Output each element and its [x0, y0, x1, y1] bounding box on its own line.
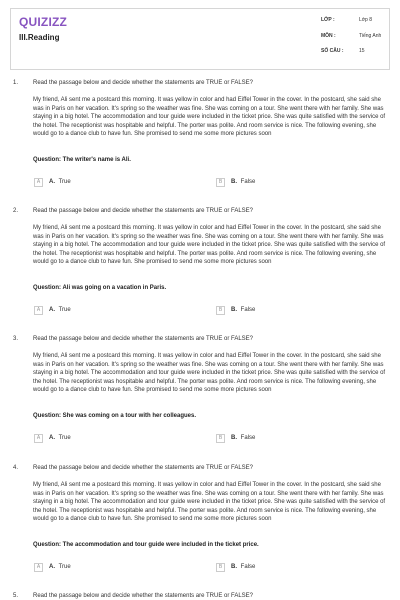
question-stem: Question: The accommodation and tour guide were included in the ticket price. — [33, 542, 259, 548]
question-prompt: Read the passage below and decide whether the statements are TRUE or FALSE? — [33, 593, 254, 599]
meta-label: MÔN : — [321, 33, 336, 39]
option-b[interactable] — [216, 305, 255, 315]
question-stem: Question: Ali was going on a vacation in Paris. — [33, 285, 167, 291]
meta-label: LỚP : — [321, 17, 335, 23]
meta-value: Lớp 8 — [359, 17, 373, 23]
reading-passage: My friend, Ali sent me a postcard this morning. It was yellow in color and had Eiffel Tower in the cover. In the postcard, she said she was in Paris on her vacation. It's spring so the weather was fine. She was coming on a tour. She went there with her family. She was staying in a big hotel. The accommodation and tour guide were included in the ticket price. She was quite satisfied with the service of the hotel. The receptionist was hospitable and helpful. The porter was polite. And room service is nice. The following evening, she would go to a dance club to have fun. She promised to send me some more pictures soon — [33, 225, 386, 266]
option-box[interactable]: A — [34, 563, 43, 572]
option-box[interactable]: B — [216, 434, 225, 443]
option-box[interactable]: B — [216, 306, 225, 315]
question-number: 4. — [13, 465, 19, 471]
option-label: B. False — [231, 307, 256, 313]
option-box[interactable]: A — [34, 434, 43, 443]
question-prompt: Read the passage below and decide whether the statements are TRUE or FALSE? — [33, 80, 254, 86]
meta-value: 15 — [359, 48, 365, 54]
question-prompt: Read the passage below and decide whether the statements are TRUE or FALSE? — [33, 336, 254, 342]
question-prompt: Read the passage below and decide whether the statements are TRUE or FALSE? — [33, 208, 254, 214]
option-label: A. True — [49, 307, 71, 313]
question-stem: Question: The writer's name is Ali. — [33, 157, 131, 163]
option-b[interactable] — [216, 177, 255, 187]
option-label: B. False — [231, 179, 256, 185]
option-label: A. True — [49, 435, 71, 441]
reading-passage: My friend, Ali sent me a postcard this morning. It was yellow in color and had Eiffel Tower in the cover. In the postcard, she said she was in Paris on her vacation. It's spring so the weather was fine. She was coming on a tour. She went there with her family. She was staying in a big hotel. The accommodation and tour guide were included in the ticket price. She was quite satisfied with the service of the hotel. The receptionist was hospitable and helpful. The porter was polite. And room service is nice. The following evening, she would go to a dance club to have fun. She promised to send me some more pictures soon — [33, 97, 386, 138]
question-stem: Question: She was coming on a tour with her colleagues. — [33, 413, 197, 419]
option-label: B. False — [231, 564, 256, 570]
meta-value: Tiếng Anh — [359, 33, 382, 39]
worksheet-subject: III.Reading — [19, 33, 60, 42]
option-label: B. False — [231, 435, 256, 441]
question-number: 2. — [13, 208, 19, 214]
reading-passage: My friend, Ali sent me a postcard this morning. It was yellow in color and had Eiffel Tower in the cover. In the postcard, she said she was in Paris on her vacation. It's spring so the weather was fine. She was coming on a tour. She went there with her family. She was staying in a big hotel. The accommodation and tour guide were included in the ticket price. She was quite satisfied with the service of the hotel. The receptionist was hospitable and helpful. The porter was polite. And room service is nice. The following evening, she would go to a dance club to have fun. She promised to send me some more pictures soon — [33, 353, 386, 394]
reading-passage: My friend, Ali sent me a postcard this morning. It was yellow in color and had Eiffel Tower in the cover. In the postcard, she said she was in Paris on her vacation. It's spring so the weather was fine. She was coming on a tour. She went there with her family. She was staying in a big hotel. The accommodation and tour guide were included in the ticket price. She was quite satisfied with the service of the hotel. The receptionist was hospitable and helpful. The porter was polite. And room service is nice. The following evening, she would go to a dance club to have fun. She promised to send me some more pictures soon — [33, 482, 386, 523]
option-box[interactable]: A — [34, 178, 43, 187]
option-a[interactable] — [34, 177, 71, 187]
option-label: A. True — [49, 179, 71, 185]
quizizz-logo: QUIZIZZ — [19, 15, 68, 29]
meta-label: SỐ CÂU : — [321, 48, 344, 54]
option-b[interactable] — [216, 433, 255, 443]
question-prompt: Read the passage below and decide whether the statements are TRUE or FALSE? — [33, 465, 254, 471]
option-a[interactable] — [34, 305, 71, 315]
option-label: A. True — [49, 564, 71, 570]
question-number: 1. — [13, 80, 19, 86]
option-a[interactable] — [34, 433, 71, 443]
option-box[interactable]: A — [34, 306, 43, 315]
option-box[interactable]: B — [216, 563, 225, 572]
option-b[interactable] — [216, 562, 255, 572]
question-number: 5. — [13, 593, 19, 599]
option-box[interactable]: B — [216, 178, 225, 187]
worksheet-header — [10, 8, 390, 70]
question-number: 3. — [13, 336, 19, 342]
option-a[interactable] — [34, 562, 71, 572]
